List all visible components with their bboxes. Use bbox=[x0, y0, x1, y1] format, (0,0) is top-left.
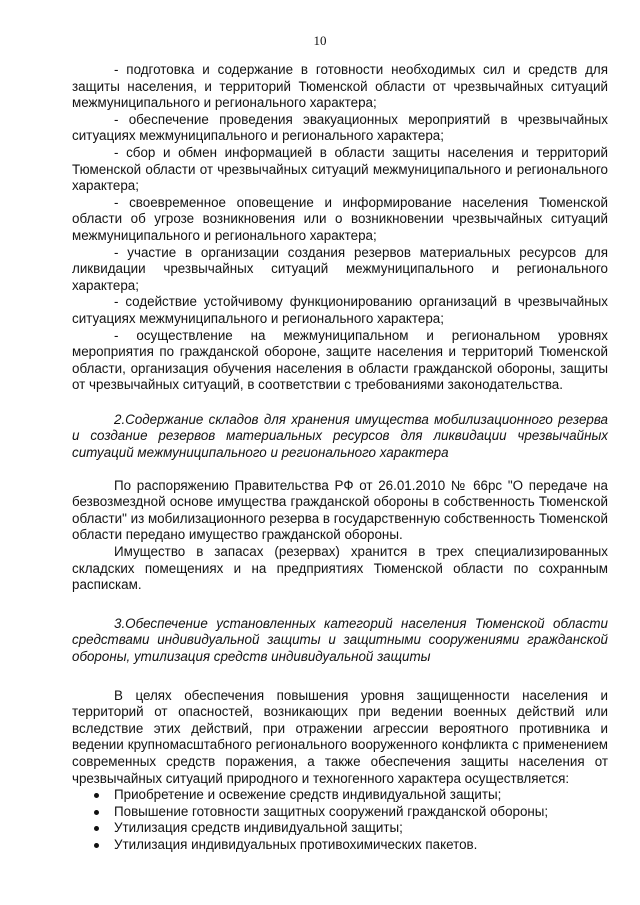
intro-item: - осуществление на межмуниципальном и региональном уровнях мероприятия по гражданской обороне, защите населения и территорий Тюменской области, организация обучения населения в области гражданской обороны, защиты от чрезвычайных ситуаций, в соответствии с требованиями законодательства. bbox=[72, 327, 608, 393]
intro-item: - своевременное оповещение и информирование населения Тюменской области об угрозе возникновения или о возникновении чрезвычайных ситуаций межмуниципального и регионального характера; bbox=[72, 194, 608, 243]
page-number: 10 bbox=[313, 33, 327, 48]
section-2-paragraph: Имущество в запасах (резервах) хранится в трех специализированных складских помещениях и на предприятиях Тюменской области по сохранным распискам. bbox=[72, 544, 608, 593]
list-item bbox=[72, 804, 608, 821]
page-content bbox=[72, 62, 608, 854]
bullet-icon bbox=[94, 793, 99, 798]
section-2-paragraph: По распоряжению Правительства РФ от 26.01.2010 № 66рс "О передаче на безвозмездной основе имущества гражданской обороны в собственность Тюменской области" из мобилизационного резерва в государственную собственность Тюменской области передано имущество гражданской обороны. bbox=[72, 477, 608, 543]
intro-item: - участие в организации создания резервов материальных ресурсов для ликвидации чрезвычайных ситуаций межмуниципального и регионального характера; bbox=[72, 244, 608, 293]
intro-item: - подготовка и содержание в готовности необходимых сил и средств для защиты населения, и территорий Тюменской области от чрезвычайных ситуаций межмуниципального и регионального характера; bbox=[72, 62, 608, 111]
section-2-heading: 2.Содержание складов для хранения имущества мобилизационного резерва и создание резервов материальных ресурсов для ликвидации чрезвычайных ситуаций межмуниципального и регионального характера bbox=[72, 411, 608, 461]
list-item-text: Приобретение и освежение средств индивидуальной защиты; bbox=[114, 787, 502, 803]
measures-list bbox=[72, 787, 608, 853]
list-item-text: Повышение готовности защитных сооружений гражданской обороны; bbox=[114, 803, 549, 819]
list-item-text: Утилизация индивидуальных противохимических пакетов. bbox=[114, 836, 478, 852]
intro-item: - сбор и обмен информацией в области защиты населения и территорий Тюменской области от чрезвычайных ситуаций межмуниципального и регионального характера; bbox=[72, 144, 608, 194]
bullet-icon bbox=[94, 810, 99, 815]
bullet-icon bbox=[94, 843, 99, 848]
list-item bbox=[72, 837, 608, 854]
list-item bbox=[72, 787, 608, 804]
intro-item: - содействие устойчивому функционированию организаций в чрезвычайных ситуациях межмуниципального и регионального характера; bbox=[72, 294, 608, 326]
list-item bbox=[72, 820, 608, 837]
section-3-heading: 3.Обеспечение установленных категорий населения Тюменской области средствами индивидуальной защиты и защитными сооружениями гражданской обороны, утилизация средств индивидуальной защиты bbox=[72, 615, 608, 664]
list-item-text: Утилизация средств индивидуальной защиты; bbox=[114, 820, 403, 836]
section-3-paragraph: В целях обеспечения повышения уровня защищенности населения и территорий от опасностей, возникающих при ведении военных действий или вследствие этих действий, при отражении агрессии вероятного противника и ведении крупномасштабного регионального вооруженного конфликта с применением современных средств поражения, а также обеспечения защиты населения от чрезвычайных ситуаций природного и техногенного характера осуществляется: bbox=[72, 687, 608, 786]
bullet-icon bbox=[94, 826, 99, 831]
intro-item: - обеспечение проведения эвакуационных мероприятий в чрезвычайных ситуациях межмуниципального и регионального характера; bbox=[72, 111, 608, 144]
